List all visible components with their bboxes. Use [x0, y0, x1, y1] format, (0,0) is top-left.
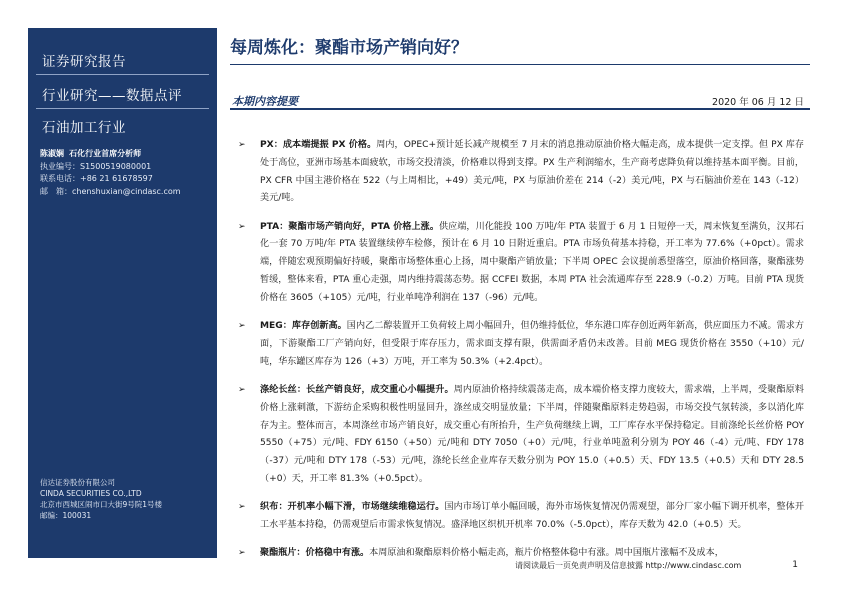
list-item	[238, 318, 804, 371]
title-rule	[230, 64, 810, 65]
page-number: 1	[792, 560, 798, 570]
section-heading: 本期内容提要	[232, 95, 298, 108]
report-date: 2020 年 06 月 12 日	[712, 97, 804, 108]
item-lead: PTA：聚酯市场产销向好，PTA 价格上涨。	[260, 221, 439, 232]
report-type: 行业研究——数据点评	[42, 88, 182, 104]
item-lead: 织布：开机率小幅下滑，市场继续维稳运行。	[260, 502, 445, 513]
arrow-bullet-icon: ➢	[238, 502, 246, 513]
item-body: 周内原油价格持续震荡走高，成本端价格支撑力度较大，需求端，上半周，受聚酯原料价格上涨刺激，下游纺企采购积极性明显回升，涤丝成交明显放量；下半周，伴随聚酯原料走势趋弱，市场交投气氛转淡，多以消化库存为主。整体而言，本周涤丝市场产销良好，成交重心有所抬升，生产负荷继续上调，工厂库存水平保持稳定。目前涤纶长丝价格 POY 5550（+75）元/吨、FDY 6150（+50）元/吨和 DTY 7050（+0）元/吨，行业单吨盈利分别为 POY 46（-4）元/吨、FDY 178（-37）元/吨和 DTY 178（-53）元/吨，涤纶长丝企业库存天数分别为 POY 15.0（+0.5）天、FDY 13.5（+0.5）天和 DTY 28.5（+0）天，开工率 81.3%（+0.5pct）。	[260, 385, 804, 485]
item-body: 本周原油和聚酯原料价格小幅走高，瓶片价格整体稳中有涨。周中国瓶片涨幅不及成本，	[369, 548, 724, 559]
list-item	[238, 499, 804, 535]
item-lead: PX：成本端提振 PX 价格。	[260, 140, 377, 150]
company-info	[40, 477, 162, 521]
company-address: 北京市西城区闹市口大街9号院1号楼	[40, 500, 163, 509]
analyst-name: 陈淑娴	[40, 149, 64, 158]
report-category: 证券研究报告	[42, 54, 126, 70]
company-name-cn: 信达证券股份有限公司	[40, 478, 115, 487]
item-body: 供应端，川化能投 100 万吨/年 PTA 装置于 6 月 1 日短停一天，周末恢复至满负，汉邦石化一套 70 万吨/年 PTA 装置继续停车检修，预计在 6 月 10 日附近重启。PTA 市场负荷基本持稳，开工率为 77.6%（+0pct）。需求端，伴随宏观预期偏好持暖，聚酯市场整体重心上扬，周中聚酯产销放量；下半周 OPEC 会议提前悉望落空，原油价格回落，聚酯涨势暂缓，整体来看，PTA 重心走强，周内维持震荡态势。据 CCFEI 数据，本周 PTA 社会流通库存至 228.9（-0.2）万吨。目前 PTA 现货价格在 3605（+105）元/吨，行业单吨净利润在 137（-96）元/吨。	[260, 221, 804, 303]
item-lead: 聚酯瓶片：价格稳中有涨。	[260, 548, 370, 559]
industry-name: 石油加工行业	[42, 120, 126, 136]
company-name-en: CINDA SECURITIES CO.,LTD	[40, 489, 142, 498]
analyst-license: 执业编号：S1500519080001	[40, 161, 152, 171]
list-item	[238, 137, 804, 208]
arrow-bullet-icon: ➢	[238, 221, 246, 232]
sidebar-divider	[36, 108, 209, 109]
arrow-bullet-icon: ➢	[238, 140, 246, 150]
company-postcode: 邮编：100031	[40, 511, 92, 520]
section-rule	[230, 108, 810, 110]
item-body: 国内乙二醇装置开工负荷较上周小幅回升，但仍维持低位，华东港口库存创近两年新高，供应面压力不减。需求方面，下游聚酯工厂产销向好，但受限于库存压力，需求面支撑有限，供需面矛盾仍未改善。目前 MEG 现货价格在 3550（+10）元/吨，华东罐区库存为 126（+3）万吨，开工率为 50.3%（+2.4pct）。	[260, 321, 804, 367]
summary-list	[238, 137, 804, 574]
list-item	[238, 219, 804, 308]
left-sidebar	[28, 28, 217, 558]
footer-disclaimer: 请阅读最后一页免责声明及信息披露 http://www.cindasc.com	[515, 561, 742, 570]
arrow-bullet-icon: ➢	[238, 321, 246, 332]
analyst-email: 邮 箱：chenshuxian@cindasc.com	[40, 186, 181, 196]
list-item	[238, 382, 804, 489]
analyst-phone: 联系电话：+86 21 61678597	[40, 174, 153, 183]
item-body: 国内市场订单小幅回暖，海外市场恢复情况仍需观望，部分厂家小幅下调开机率，整体开工水平基本持稳，仍需观望后市需求恢复情况。盛泽地区织机开机率 70.0%（-5.0pct），库存天数为 42.0（+0.5）天。	[260, 502, 804, 531]
report-title: 每周炼化：聚酯市场产销向好？	[230, 38, 468, 58]
analyst-title: 石化行业首席分析师	[69, 149, 142, 158]
item-body: 周内，OPEC+预计延长减产规模至 7 月末的消息推动原油价格大幅走高，成本提供一定支撑。但 PX 库存处于高位，亚洲市场基本面疲软，市场交投清淡，价格难以得到支撑。PX 生产利润缩水，生产商考虑降负荷以维持基本面平衡。目前，PX CFR 中国主港价格在 522（与上周相比，+49）美元/吨，PX 与原油价差在 214（-2）美元/吨，PX 与石脑油价差在 143（-12）美元/吨。	[260, 140, 805, 204]
arrow-bullet-icon: ➢	[238, 385, 246, 396]
sidebar-divider	[36, 74, 209, 75]
analyst-info	[40, 148, 181, 198]
item-lead: 涤纶长丝：长丝产销良好，成交重心小幅提升。	[260, 385, 454, 396]
item-lead: MEG：库存创新高。	[260, 321, 347, 332]
arrow-bullet-icon: ➢	[238, 548, 246, 559]
